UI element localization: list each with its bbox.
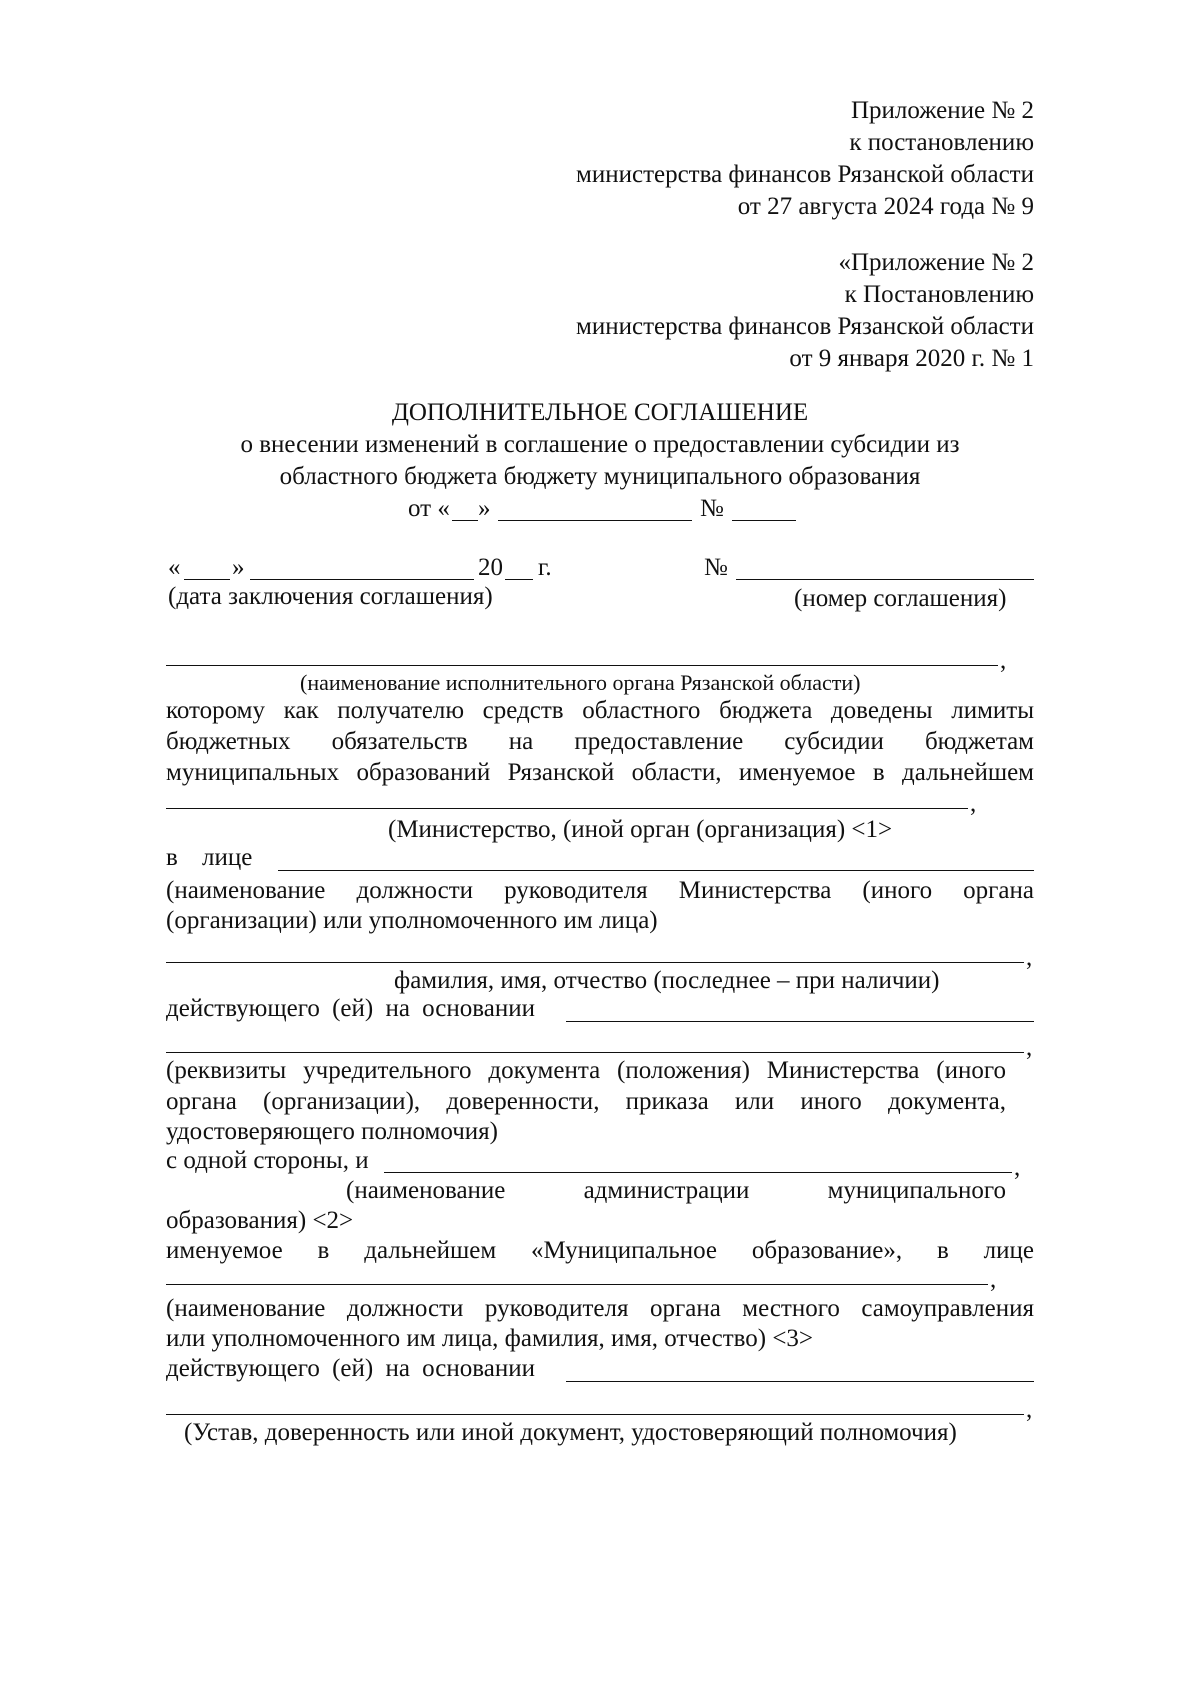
document-title: ДОПОЛНИТЕЛЬНОЕ СОГЛАШЕНИЕ <box>391 399 809 426</box>
charter-blank <box>166 1414 1024 1415</box>
quoted-line-3: министерства финансов Рязанской области <box>576 313 1034 340</box>
agreement-number-blank <box>736 579 1034 580</box>
ministry-blank <box>166 808 968 809</box>
quoted-line-4: от 9 января 2020 г. № 1 <box>789 345 1034 372</box>
from-month-blank <box>498 520 692 521</box>
date-open-quote: « <box>168 554 181 581</box>
acting-basis-blank <box>566 1021 1034 1022</box>
local-head-blank <box>166 1284 988 1285</box>
head-name-blank <box>278 870 1034 871</box>
local-head-comma: , <box>990 1266 997 1293</box>
local-head-caption-line-2: или уполномоченного им лица, фамилия, имя, отчество) <3> <box>166 1325 814 1352</box>
fio-comma: , <box>1026 944 1033 971</box>
admin-caption-line-1: (наименование администрации муниципального <box>346 1177 1006 1204</box>
from-number-blank <box>732 520 796 521</box>
date-day-blank <box>184 579 230 580</box>
date-close-quote: » <box>232 554 245 581</box>
fio-caption: фамилия, имя, отчество (последнее – при наличии) <box>394 967 940 994</box>
from-day-blank <box>452 520 478 521</box>
paragraph-1-line-2: бюджетных обязательств на предоставление субсидии бюджетам <box>166 728 1034 755</box>
ministry-caption: (Министерство, (иной орган (организация) <1> <box>388 816 893 843</box>
charter-caption: (Устав, доверенность или иной документ, удостоверяющий полномочия) <box>184 1419 957 1446</box>
title-line-3: областного бюджета бюджету муниципального образования <box>279 463 921 490</box>
quoted-line-1: «Приложение № 2 <box>838 249 1034 276</box>
executive-organ-blank <box>166 665 998 666</box>
local-head-caption-line-1: (наименование должности руководителя органа местного самоуправления <box>166 1295 1034 1322</box>
requisites-line-3: удостоверяющего полномочия) <box>166 1118 498 1145</box>
requisites-line-1: (реквизиты учредительного документа (положения) Министерства (иного <box>166 1057 1006 1084</box>
requisites-line-2: органа (организации), доверенности, приказа или иного документа, <box>166 1088 1006 1115</box>
from-number-sign: № <box>700 495 724 522</box>
approval-line-4: от 27 августа 2024 года № 9 <box>737 193 1034 220</box>
head-caption-line-1: (наименование должности руководителя Министерства (иного органа <box>166 877 1034 904</box>
in-person-label: в лице <box>166 844 253 871</box>
from-prefix: от « <box>408 495 450 522</box>
municipal-admin-comma: , <box>1014 1154 1021 1181</box>
number-caption: (номер соглашения) <box>794 585 1007 612</box>
agreement-number-sign: № <box>704 554 728 581</box>
approval-line-1: Приложение № 2 <box>850 97 1034 124</box>
date-caption: (дата заключения соглашения) <box>168 583 493 610</box>
acting-basis-label: действующего (ей) на основании <box>166 995 535 1022</box>
executive-caption: (наименование исполнительного органа Рязанской области) <box>300 670 861 695</box>
date-month-blank <box>250 579 474 580</box>
admin-caption-line-2: образования) <2> <box>166 1207 354 1234</box>
year-suffix: г. <box>538 554 552 581</box>
year-blank <box>505 579 533 580</box>
one-side-label: с одной стороны, и <box>166 1147 369 1174</box>
charter-comma: , <box>1026 1396 1033 1423</box>
quoted-line-2: к Постановлению <box>844 281 1034 308</box>
from-close-quote: » <box>478 495 491 522</box>
acting-basis-label-2: действующего (ей) на основании <box>166 1355 535 1382</box>
ministry-comma: , <box>970 790 977 817</box>
acting-basis-2-blank <box>566 1381 1034 1382</box>
acting-basis-comma: , <box>1026 1034 1033 1061</box>
paragraph-1-line-1: которому как получателю средств областного бюджета доведены лимиты <box>166 697 1034 724</box>
executive-comma: , <box>1000 647 1007 674</box>
hereinafter-line: именуемое в дальнейшем «Муниципальное образование», в лице <box>166 1237 1034 1264</box>
municipal-admin-blank <box>384 1172 1012 1173</box>
paragraph-1-line-3: муниципальных образований Рязанской области, именуемое в дальнейшем <box>166 759 1034 786</box>
fio-blank <box>166 962 1024 963</box>
year-prefix: 20 <box>478 554 503 581</box>
approval-line-3: министерства финансов Рязанской области <box>576 161 1034 188</box>
acting-basis-blank-2 <box>166 1052 1024 1053</box>
head-caption-line-2: (организации) или уполномоченного им лица) <box>166 907 658 934</box>
approval-line-2: к постановлению <box>849 129 1034 156</box>
title-line-2: о внесении изменений в соглашение о предоставлении субсидии из <box>240 431 960 458</box>
